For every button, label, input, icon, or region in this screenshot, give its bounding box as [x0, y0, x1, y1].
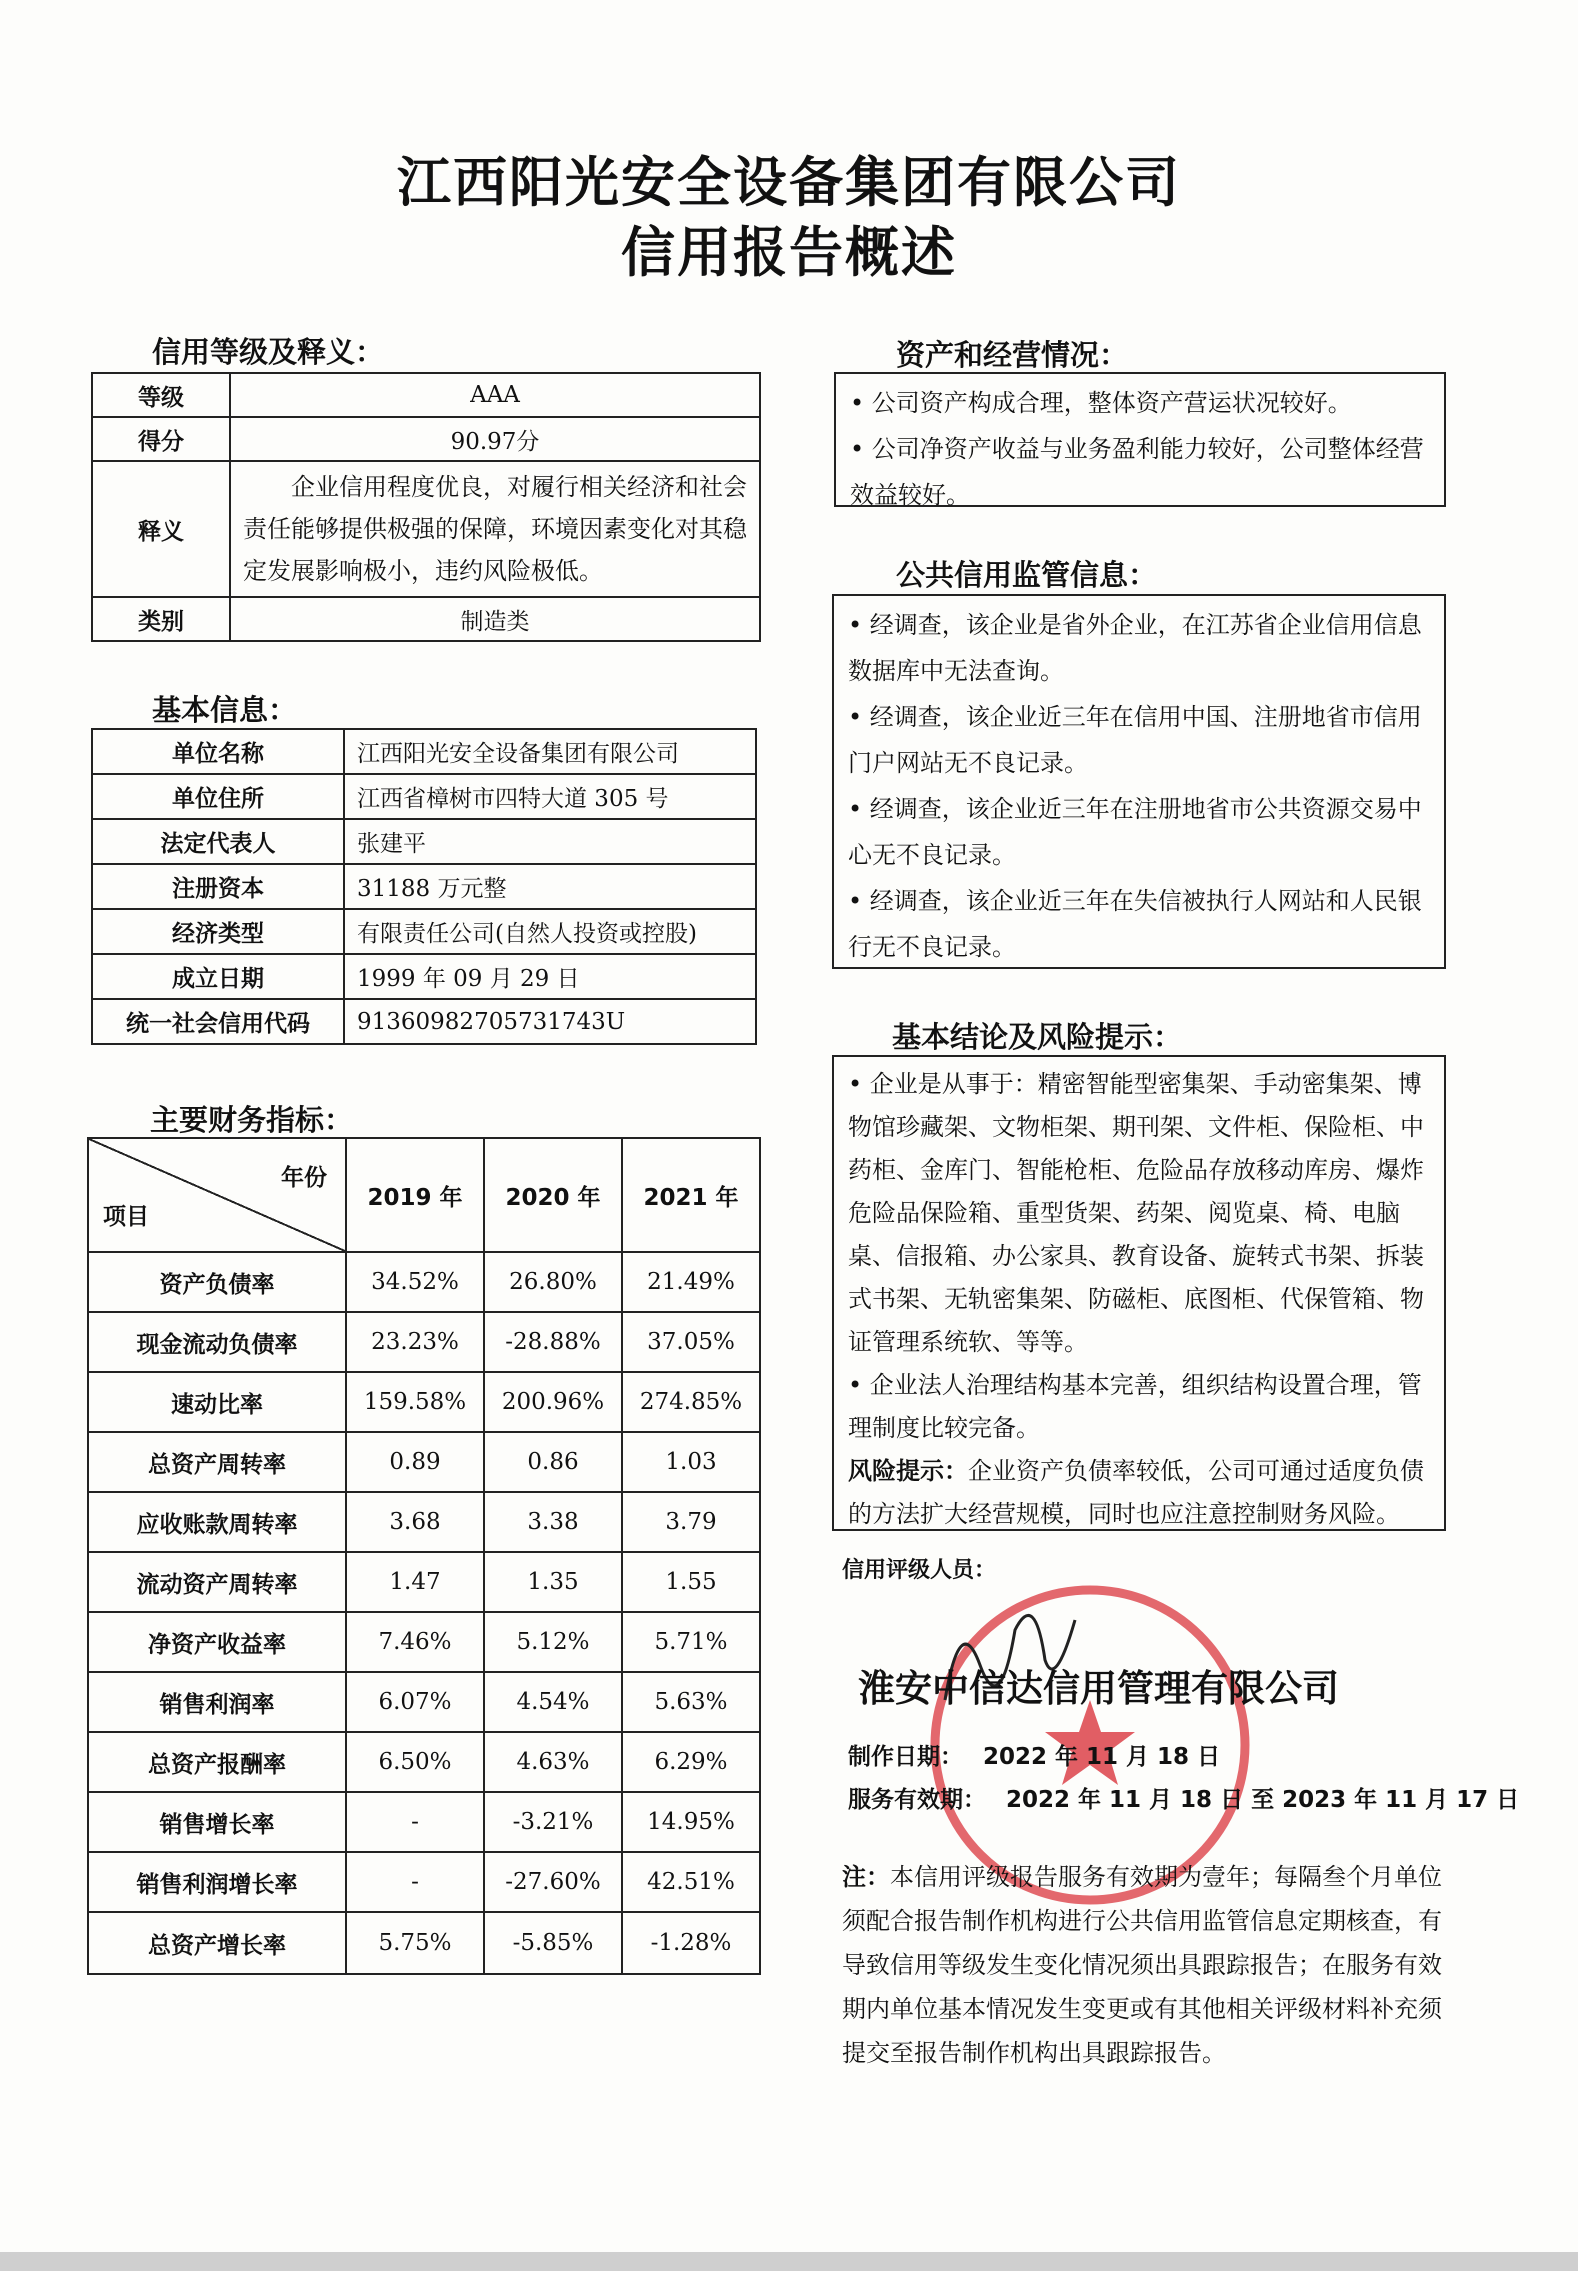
metric-name: 应收账款周转率 — [88, 1492, 346, 1552]
metric-value: 37.05% — [622, 1312, 760, 1372]
valid-period — [848, 1781, 1519, 1814]
table-row — [88, 1672, 760, 1732]
list-item: • 公司净资产收益与业务盈利能力较好，公司整体经营效益较好。 — [850, 435, 1424, 509]
assets-box — [834, 372, 1446, 507]
metric-value: 6.07% — [346, 1672, 484, 1732]
table-row — [92, 999, 756, 1044]
metric-value: 159.58% — [346, 1372, 484, 1432]
metric-value: 6.29% — [622, 1732, 760, 1792]
basic-value: 张建平 — [344, 819, 756, 864]
basic-value: 91360982705731743U — [344, 999, 756, 1044]
credit-score: 90.97分 — [230, 417, 760, 461]
metric-name: 总资产周转率 — [88, 1432, 346, 1492]
basic-value: 江西省樟树市四特大道 305 号 — [344, 774, 756, 819]
metric-value: 0.86 — [484, 1432, 622, 1492]
basic-label: 单位住所 — [92, 774, 344, 819]
metric-value: 42.51% — [622, 1852, 760, 1912]
table-row — [88, 1252, 760, 1312]
year-header: 2021 年 — [622, 1138, 760, 1252]
credit-label: 释义 — [92, 461, 230, 597]
metric-value: - — [346, 1792, 484, 1852]
footnote — [842, 1855, 1442, 2075]
metric-name: 销售增长率 — [88, 1792, 346, 1852]
table-row — [88, 1852, 760, 1912]
agency-name: 淮安中信达信用管理有限公司 — [858, 1667, 1339, 1710]
metric-value: -27.60% — [484, 1852, 622, 1912]
table-row — [92, 909, 756, 954]
page-title-report: 信用报告概述 — [621, 221, 957, 284]
metric-value: - — [346, 1852, 484, 1912]
list-item: • 经调查，该企业近三年在注册地省市公共资源交易中心无不良记录。 — [848, 795, 1422, 869]
made-date-value: 2022 年 11 月 18 日 — [983, 1744, 1221, 1770]
metric-name: 流动资产周转率 — [88, 1552, 346, 1612]
finance-heading: 主要财务指标： — [150, 1103, 354, 1137]
table-row — [92, 461, 760, 597]
metric-value: 6.50% — [346, 1732, 484, 1792]
metric-name: 资产负债率 — [88, 1252, 346, 1312]
basic-label: 法定代表人 — [92, 819, 344, 864]
table-row — [88, 1432, 760, 1492]
metric-value: 5.71% — [622, 1612, 760, 1672]
metric-value: 14.95% — [622, 1792, 760, 1852]
metric-name: 现金流动负债率 — [88, 1312, 346, 1372]
credit-label: 得分 — [92, 417, 230, 461]
assets-heading: 资产和经营情况： — [896, 338, 1129, 372]
basic-value: 有限责任公司(自然人投资或控股) — [344, 909, 756, 954]
public-box — [832, 594, 1446, 969]
metric-name: 销售利润增长率 — [88, 1852, 346, 1912]
basic-label: 经济类型 — [92, 909, 344, 954]
table-row — [88, 1612, 760, 1672]
metric-value: 200.96% — [484, 1372, 622, 1432]
list-item: • 企业是从事于：精密智能型密集架、手动密集架、博物馆珍藏架、文物柜架、期刊架、文件柜、保险柜、中药柜、金库门、智能枪柜、危险品存放移动库房、爆炸危险品保险箱、重型货架、药架、阅览桌、椅、电脑桌、信报箱、办公家具、教育设备、旋转式书架、拆装式书架、无轨密集架、防磁柜、底图柜、代保管箱、物证管理系统软、等等。 — [848, 1070, 1424, 1356]
corner-item-label: 项目 — [103, 1204, 149, 1230]
credit-label: 等级 — [92, 373, 230, 417]
metric-name: 速动比率 — [88, 1372, 346, 1432]
basic-value: 31188 万元整 — [344, 864, 756, 909]
table-row — [88, 1792, 760, 1852]
metric-value: 23.23% — [346, 1312, 484, 1372]
metric-value: 21.49% — [622, 1252, 760, 1312]
credit-grade: AAA — [230, 373, 760, 417]
list-item: • 经调查，该企业近三年在失信被执行人网站和人民银行无不良记录。 — [848, 887, 1422, 961]
footnote-label: 注： — [842, 1863, 890, 1891]
public-heading: 公共信用监管信息： — [896, 558, 1158, 592]
metric-value: 5.75% — [346, 1912, 484, 1974]
conclusion-heading: 基本结论及风险提示： — [892, 1020, 1183, 1054]
scan-edge — [0, 2252, 1578, 2271]
metric-value: 1.03 — [622, 1432, 760, 1492]
risk-text: 企业资产负债率较低，公司可通过适度负债的方法扩大经营规模，同时也应注意控制财务风险。 — [848, 1457, 1424, 1528]
credit-heading: 信用等级及释义： — [152, 335, 385, 369]
table-row — [92, 373, 760, 417]
metric-name: 总资产增长率 — [88, 1912, 346, 1974]
basic-info-table — [91, 728, 757, 1045]
table-row — [92, 417, 760, 461]
table-row — [88, 1912, 760, 1974]
credit-table — [91, 372, 761, 642]
metric-value: 3.68 — [346, 1492, 484, 1552]
table-row — [88, 1732, 760, 1792]
metric-value: 1.35 — [484, 1552, 622, 1612]
metric-value: 5.63% — [622, 1672, 760, 1732]
metric-value: 274.85% — [622, 1372, 760, 1432]
rater-label: 信用评级人员： — [842, 1558, 997, 1583]
metric-name: 销售利润率 — [88, 1672, 346, 1732]
table-row — [88, 1312, 760, 1372]
year-header: 2019 年 — [346, 1138, 484, 1252]
metric-value: -28.88% — [484, 1312, 622, 1372]
table-row — [92, 597, 760, 641]
credit-definition: 企业信用程度优良，对履行相关经济和社会责任能够提供极强的保障，环境因素变化对其稳定发展影响极小，违约风险极低。 — [230, 461, 760, 597]
metric-value: 1.47 — [346, 1552, 484, 1612]
basic-label: 单位名称 — [92, 729, 344, 774]
corner-year-label: 年份 — [281, 1165, 327, 1191]
list-item: • 经调查，该企业近三年在信用中国、注册地省市信用门户网站无不良记录。 — [848, 703, 1422, 777]
metric-name: 净资产收益率 — [88, 1612, 346, 1672]
list-item: • 企业法人治理结构基本完善，组织结构设置合理，管理制度比较完备。 — [848, 1371, 1422, 1442]
table-header-row — [88, 1138, 760, 1252]
credit-label: 类别 — [92, 597, 230, 641]
basic-label: 注册资本 — [92, 864, 344, 909]
metric-value: 0.89 — [346, 1432, 484, 1492]
finance-table — [87, 1137, 761, 1975]
conclusion-box — [832, 1055, 1446, 1531]
metric-value: 34.52% — [346, 1252, 484, 1312]
metric-value: 3.38 — [484, 1492, 622, 1552]
risk-note — [848, 1450, 1430, 1536]
metric-value: 3.79 — [622, 1492, 760, 1552]
table-row — [92, 774, 756, 819]
valid-period-value: 2022 年 11 月 18 日 至 2023 年 11 月 17 日 — [1006, 1787, 1520, 1813]
corner-cell — [88, 1138, 346, 1252]
metric-value: 4.54% — [484, 1672, 622, 1732]
metric-value: -5.85% — [484, 1912, 622, 1974]
table-row — [88, 1492, 760, 1552]
valid-period-label: 服务有效期： — [848, 1787, 986, 1813]
basic-value: 1999 年 09 月 29 日 — [344, 954, 756, 999]
metric-value: 4.63% — [484, 1732, 622, 1792]
made-date-label: 制作日期： — [848, 1744, 963, 1770]
made-date — [848, 1738, 1220, 1771]
metric-value: -1.28% — [622, 1912, 760, 1974]
table-row — [92, 864, 756, 909]
metric-value: 5.12% — [484, 1612, 622, 1672]
table-row — [88, 1372, 760, 1432]
list-item: • 公司资产构成合理，整体资产营运状况较好。 — [850, 389, 1352, 417]
list-item: • 经调查，该企业是省外企业，在江苏省企业信用信息数据库中无法查询。 — [848, 611, 1422, 685]
footnote-text: 本信用评级报告服务有效期为壹年；每隔叁个月单位须配合报告制作机构进行公共信用监管信息定期核查，有导致信用等级发生变化情况须出具跟踪报告；在服务有效期内单位基本情况发生变更或有其他相关评级材料补充须提交至报告制作机构出具跟踪报告。 — [842, 1863, 1442, 2067]
page-title-company: 江西阳光安全设备集团有限公司 — [397, 151, 1181, 214]
basic-label: 成立日期 — [92, 954, 344, 999]
metric-value: -3.21% — [484, 1792, 622, 1852]
basic-heading: 基本信息： — [152, 693, 298, 727]
basic-label: 统一社会信用代码 — [92, 999, 344, 1044]
risk-label: 风险提示： — [848, 1457, 968, 1485]
table-row — [92, 819, 756, 864]
metric-name: 总资产报酬率 — [88, 1732, 346, 1792]
basic-value: 江西阳光安全设备集团有限公司 — [344, 729, 756, 774]
metric-value: 26.80% — [484, 1252, 622, 1312]
credit-category: 制造类 — [230, 597, 760, 641]
table-row — [88, 1552, 760, 1612]
table-row — [92, 954, 756, 999]
year-header: 2020 年 — [484, 1138, 622, 1252]
metric-value: 7.46% — [346, 1612, 484, 1672]
table-row — [92, 729, 756, 774]
metric-value: 1.55 — [622, 1552, 760, 1612]
